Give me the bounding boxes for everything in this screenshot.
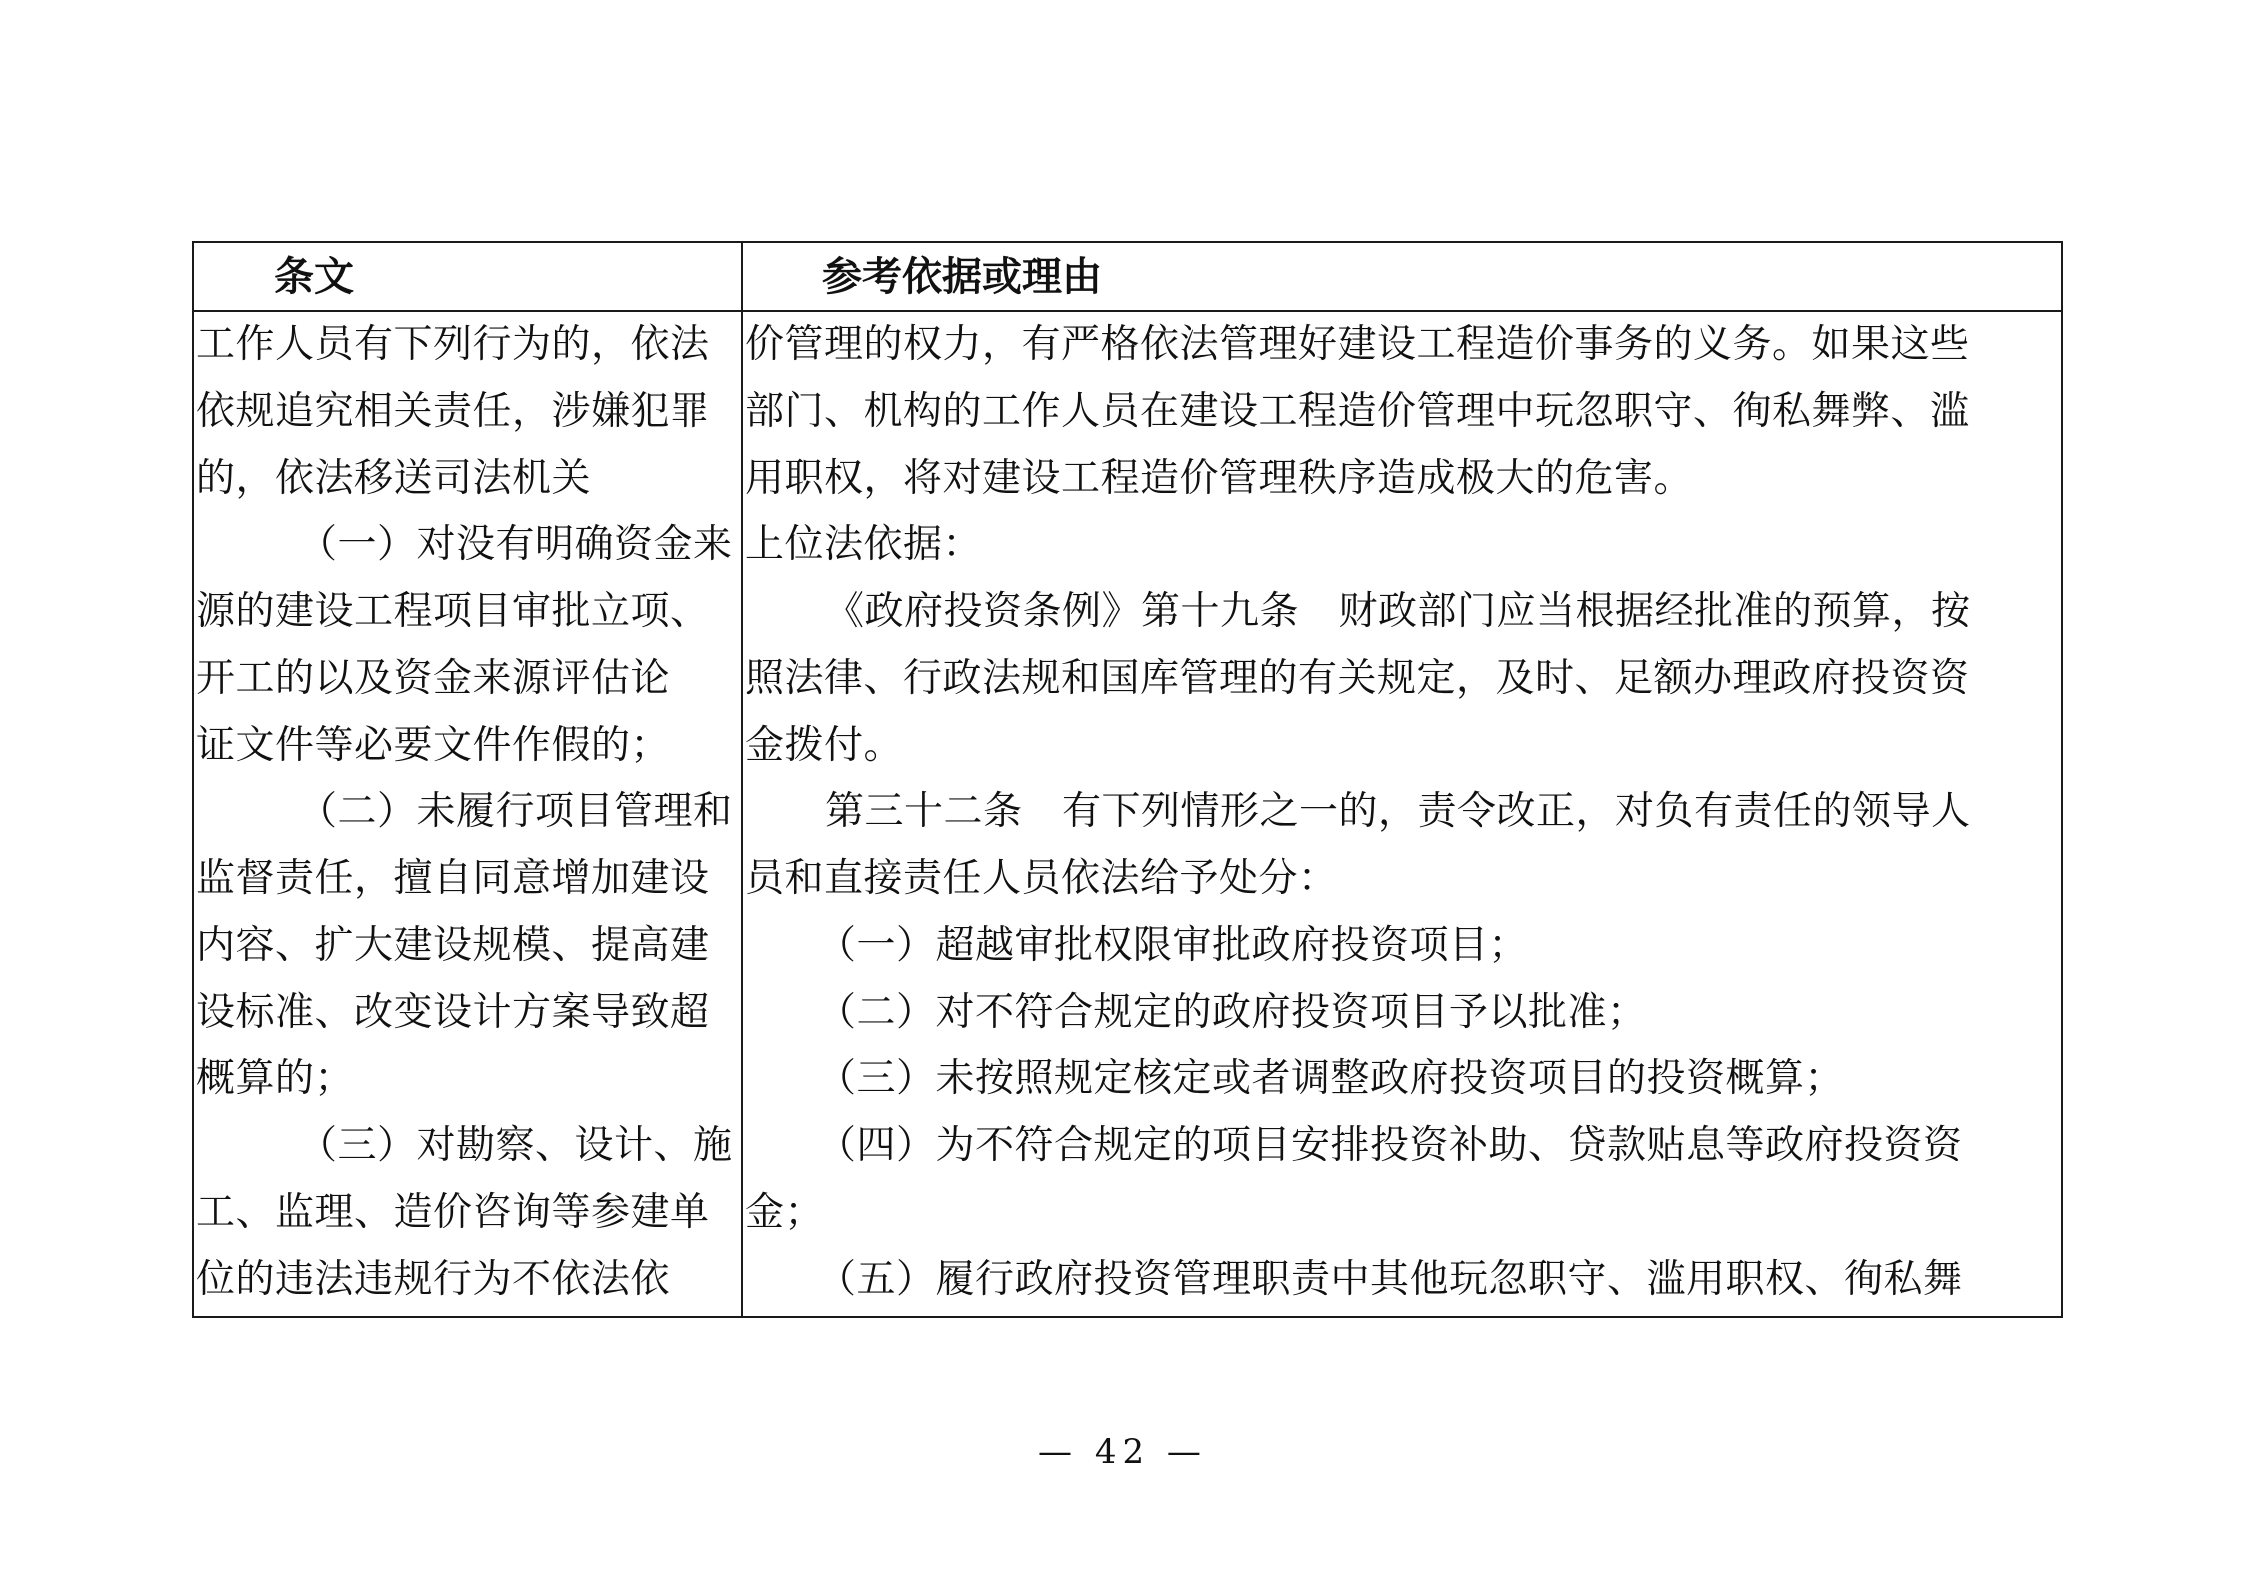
clause-line: 概算的； [196, 1056, 355, 1102]
reference-line: 金拨付。 [745, 722, 904, 768]
clause-line: 位的违法违规行为不依法依 [196, 1256, 671, 1302]
reference-line: （三）未按照规定核定或者调整政府投资项目的投资概算； [817, 1056, 1845, 1102]
table-header-row [194, 243, 2061, 312]
reference-line: 《政府投资条例》第十九条 财政部门应当根据经批准的预算，按 [825, 589, 1971, 634]
reference-line: 金； [745, 1189, 825, 1235]
clause-line: 的，依法移送司法机关 [196, 455, 592, 501]
clause-line: （三）对勘察、设计、施 [298, 1123, 733, 1168]
page-number: — 42 — [1038, 1432, 1207, 1472]
reference-line: 照法律、行政法规和国库管理的有关规定，及时、足额办理政府投资资 [745, 655, 1970, 701]
header-clause: 条文 [274, 253, 354, 300]
clause-line: 工作人员有下列行为的，依法 [196, 322, 710, 367]
clause-line: （一）对没有明确资金来 [298, 522, 733, 568]
reference-line: 部门、机构的工作人员在建设工程造价管理中玩忽职守、徇私舞弊、滥 [745, 388, 1970, 434]
column-divider [741, 243, 743, 1316]
reference-line: 价管理的权力，有严格依法管理好建设工程造价事务的义务。如果这些 [745, 322, 1970, 367]
clause-line: 内容、扩大建设规模、提高建 [196, 922, 710, 968]
reference-line: （二）对不符合规定的政府投资项目予以批准； [817, 989, 1647, 1035]
clause-line: 证文件等必要文件作假的； [196, 722, 671, 768]
header-reference: 参考依据或理由 [822, 253, 1102, 300]
reference-column [745, 312, 2061, 1313]
clause-line: （二）未履行项目管理和 [298, 789, 733, 835]
reference-line: （一）超越审批权限审批政府投资项目； [817, 922, 1529, 968]
reference-line: （五）履行政府投资管理职责中其他玩忽职守、滥用职权、徇私舞 [817, 1256, 1963, 1302]
clause-line: 源的建设工程项目审批立项、 [196, 589, 710, 634]
reference-line: （四）为不符合规定的项目安排投资补助、贷款贴息等政府投资资 [817, 1123, 1963, 1168]
reference-line: 第三十二条 有下列情形之一的，责令改正，对负有责任的领导人 [825, 789, 1971, 835]
clause-line: 设标准、改变设计方案导致超 [196, 989, 710, 1035]
clause-column [196, 312, 739, 1313]
clause-line: 工、监理、造价咨询等参建单 [196, 1189, 710, 1235]
reference-line: 上位法依据： [745, 522, 983, 568]
clause-line: 依规追究相关责任，涉嫌犯罪 [196, 388, 710, 434]
clause-line: 监督责任，擅自同意增加建设 [196, 856, 710, 901]
reference-line: 员和直接责任人员依法给予处分： [745, 856, 1338, 901]
clause-line: 开工的以及资金来源评估论 [196, 655, 671, 701]
reference-table [192, 241, 2063, 1318]
reference-line: 用职权，将对建设工程造价管理秩序造成极大的危害。 [745, 455, 1694, 501]
